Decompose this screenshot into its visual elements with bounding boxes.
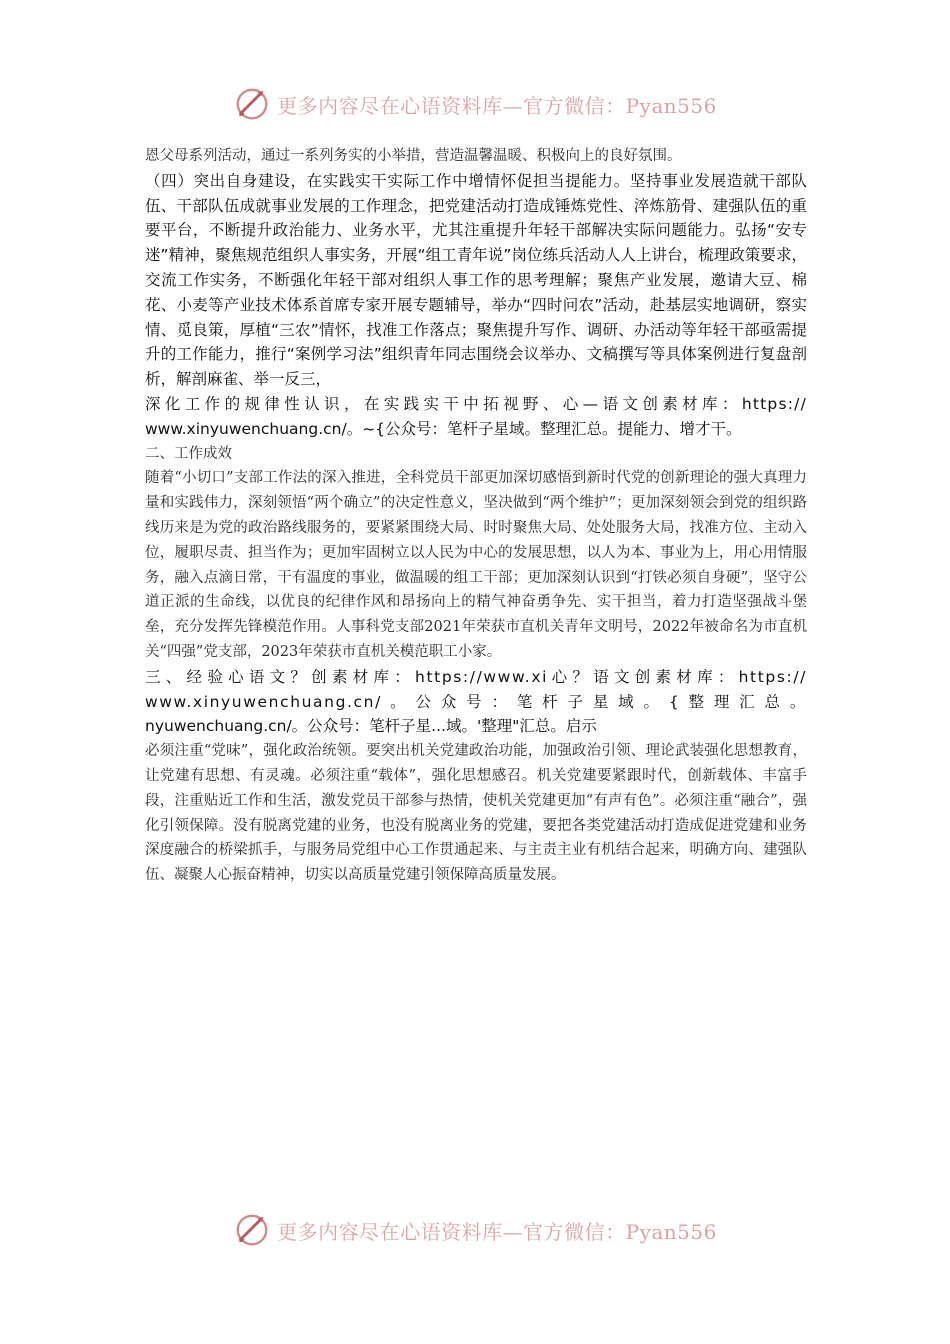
brush-logo-icon [233, 85, 271, 123]
brush-logo-icon [233, 1211, 271, 1249]
paragraph-section-4: （四）突出自身建设，在实践实干实际工作中增情怀促担当提能力。坚持事业发展造就干部队伍、干部队伍成就事业发展的工作理念，把党建活动打造成锤炼党性、淬炼筋骨、建强队伍的重要平台，不断提升政治能力、业务水平，尤其注重提升年轻干部解决实际问题能力。弘扬“安专迷”精神，聚焦规范组织人事实务，开展“组工青年说”岗位练兵活动人人上讲台，梳理政策要求，交流工作实务，不断强化年轻干部对组织人事工作的思考理解；聚焦产业发展，邀请大豆、棉花、小麦等产业技术体系首席专家开展专题辅导，举办“四时问农”活动，赴基层实地调研，察实情、觅良策，厚植“三农”情怀，找准工作落点；聚焦提升写作、调研、办活动等年轻干部亟需提升的工作能力，推行“案例学习法”组织青年同志围绕会议举办、文稿撰写等具体案例进行复盘剖析，解剖麻雀、举一反三， [145, 171, 807, 389]
heading-experience-line-2: www.xinyuwenchuang.cn/。公众号：笔杆子星域。{整理汇总。 [145, 692, 807, 711]
heading-experience-line-3: nyuwenchuang.cn/。公众号：笔杆子星...域。'整理"汇总。启示 [145, 717, 597, 736]
paragraph-1: 恩父母系列活动，通过一系列务实的小举措，营造温馨温暖、积极向上的良好氛围。 [145, 148, 682, 164]
header-watermark [0, 84, 950, 124]
paragraph-section-4-tail: www.xinyuwenchuang.cn/。~{公众号：笔杆子星域。整理汇总。提能力、增才干。 [145, 419, 742, 438]
watermark-text: 更多内容尽在心语资料库—官方微信：Pyan556 [277, 1219, 717, 1244]
heading-work-results: 二、工作成效 [145, 445, 232, 462]
footer-watermark [0, 1210, 950, 1250]
paragraph-section-4-tail-spaced: 深化工作的规律性认识，在实践实干中拓视野、心—语文创素材库：https:// [145, 394, 807, 413]
paragraph-work-results: 随着“小切口”支部工作法的深入推进，全科党员干部更加深切感悟到新时代党的创新理论的强大真理力量和实践伟力，深刻领悟“两个确立”的决定性意义，坚决做到“两个维护”；更加深刻领会到党的组织路线历来是为党的政治路线服务的，要紧紧围绕大局、时时聚焦大局、处处服务大局，找准方位、主动入位，履职尽责、担当作为；更加牢固树立以人民为中心的发展思想，以人为本、事业为上，用心用情服务，融入点滴日常，干有温度的事业，做温暖的组工干部；更加深刻认识到“打铁必须自身硬”，坚守公道正派的生命线，以优良的纪律作风和昂扬向上的精气神奋勇争先、实干担当，着力打造坚强战斗堡垒，充分发挥先锋模范作用。人事科党支部2021年荣获市直机关青年文明号，2022年被命名为市直机关“四强”党支部，2023年荣获市直机关模范职工小家。 [145, 470, 807, 660]
heading-experience-line-1: 三、经验心语文？创素材库：https://www.xi心？语文创素材库：https:// [145, 667, 807, 686]
watermark-text: 更多内容尽在心语资料库—官方微信：Pyan556 [277, 93, 717, 118]
paragraph-experience: 必须注重“党味”，强化政治统领。要突出机关党建政治功能，加强政治引领、理论武装强化思想教育，让党建有思想、有灵魂。必须注重“载体”，强化思想感召。机关党建要紧跟时代，创新载体、丰富手段，注重贴近工作和生活，激发党员干部参与热情，使机关党建更加“有声有色”。必须注重“融合”，强化引领保障。没有脱离党建的业务，也没有脱离业务的党建，要把各类党建活动打造成促进党建和业务深度融合的桥梁抓手，与服务局党组中心工作贯通起来、与主责主业有机结合起来，明确方向、建强队伍、凝聚人心振奋精神，切实以高质量党建引领保障高质量发展。 [145, 743, 807, 884]
document-body [145, 144, 807, 888]
